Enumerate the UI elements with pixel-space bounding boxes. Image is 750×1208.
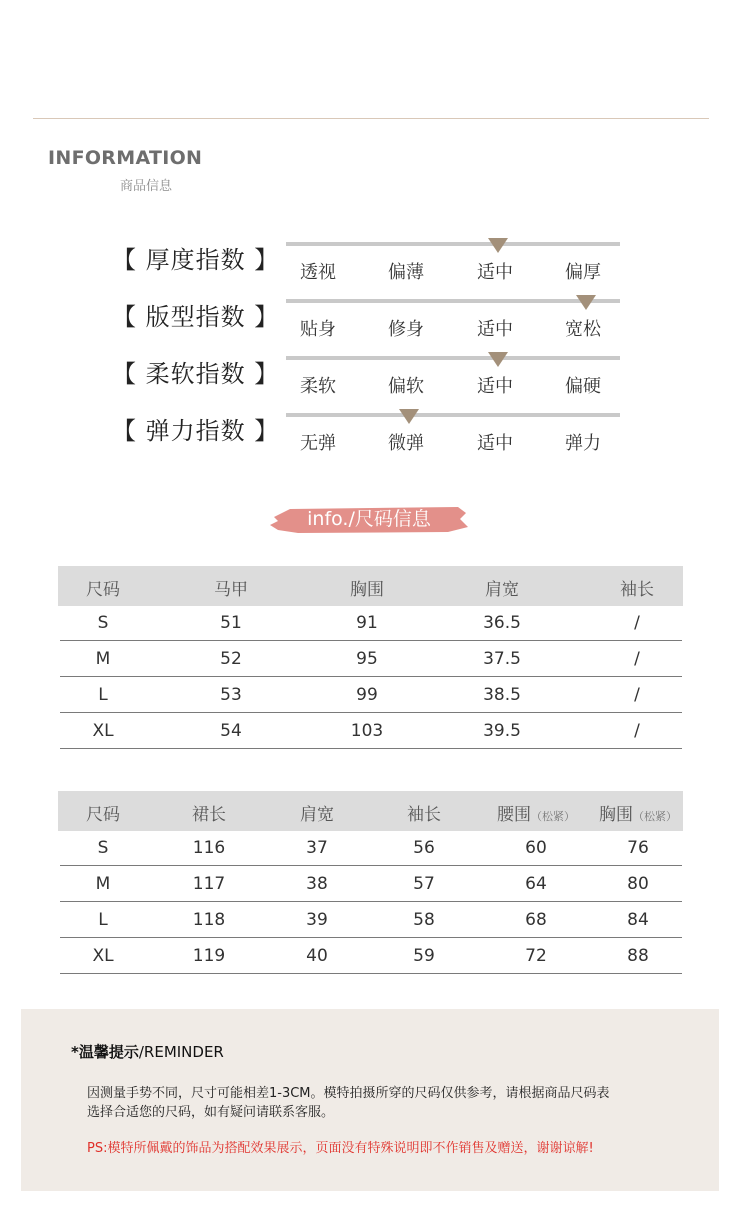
table-cell: 37.5 [483,649,521,669]
table-cell: 117 [192,874,226,894]
table-cell: S [97,838,109,858]
column-header-label: 袖长 [407,805,441,825]
size-info-label: info./尺码信息 [307,508,431,530]
index-marker-icon [576,295,596,310]
column-header [192,800,226,825]
reminder-title-bold: *温馨提示 [71,1043,139,1061]
column-header [485,575,519,600]
table-cell: 38.5 [483,685,521,705]
column-header [350,575,384,600]
table-cell: 40 [306,946,328,966]
table-cell: 76 [627,838,649,858]
column-header-label: 裙长 [192,805,226,825]
column-header [620,575,654,600]
table-cell: 36.5 [483,613,521,633]
table-cell: / [634,613,640,633]
column-header-label: 肩宽 [485,580,519,600]
size-info-badge [268,503,470,535]
table-cell: 59 [413,946,435,966]
column-header [300,800,334,825]
section-title-en: INFORMATION [48,147,203,169]
table-cell: 53 [220,685,242,705]
table-cell: 91 [356,613,378,633]
table-cell: 39.5 [483,721,521,741]
table-cell: 37 [306,838,328,858]
row-divider [60,676,682,677]
reminder-box [21,1009,719,1191]
table-cell: / [634,649,640,669]
table-cell: / [634,685,640,705]
row-divider [60,712,682,713]
table-cell: 72 [525,946,547,966]
column-header-label: 腰围 [497,805,531,825]
index-option: 适中 [477,376,513,397]
table-cell: 119 [192,946,226,966]
table-cell: 68 [525,910,547,930]
table-cell: / [634,721,640,741]
table-cell: 60 [525,838,547,858]
column-header [407,800,441,825]
index-option: 偏厚 [565,262,601,283]
index-title: 【 柔软指数 】 [112,360,280,388]
column-header-label: 胸围 [350,580,384,600]
column-header [497,800,575,825]
index-title: 【 版型指数 】 [112,303,280,331]
index-title: 【 弹力指数 】 [112,417,280,445]
reminder-line-2: 选择合适您的尺码，如有疑问请联系客服。 [87,1105,335,1120]
index-option: 适中 [477,262,513,283]
index-track [286,413,620,417]
row-divider [60,901,682,902]
column-header-label: 尺码 [86,805,120,825]
table-cell: 84 [627,910,649,930]
index-option: 透视 [300,262,336,283]
index-option: 柔软 [300,376,336,397]
index-option: 微弹 [388,433,424,454]
column-header-label: 胸围 [599,805,633,825]
index-option: 修身 [388,319,424,340]
index-option: 偏薄 [388,262,424,283]
table-cell: 57 [413,874,435,894]
table-cell: 95 [356,649,378,669]
index-option: 偏软 [388,376,424,397]
row-divider [60,748,682,749]
table-cell: 58 [413,910,435,930]
column-header [599,800,677,825]
column-header-note: （松紧） [531,810,575,823]
vest-size-table [58,566,683,748]
row-divider [60,973,682,974]
index-title: 【 厚度指数 】 [112,246,280,274]
index-marker-icon [399,409,419,424]
column-header [214,575,248,600]
index-option: 弹力 [565,433,601,454]
index-marker-icon [488,238,508,253]
reminder-line-1: 因测量手势不同，尺寸可能相差1-3CM。模特拍摄所穿的尺码仅供参考，请根据商品尺码表 [87,1086,610,1101]
index-marker-icon [488,352,508,367]
table-cell: 80 [627,874,649,894]
column-header-label: 尺码 [86,580,120,600]
top-divider [33,118,709,119]
table-cell: 118 [192,910,226,930]
index-option: 宽松 [565,319,601,340]
table-cell: 99 [356,685,378,705]
table-cell: 56 [413,838,435,858]
index-option: 适中 [477,319,513,340]
index-option: 贴身 [300,319,336,340]
table-cell: 38 [306,874,328,894]
table-cell: XL [92,946,114,966]
table-cell: 52 [220,649,242,669]
index-option: 适中 [477,433,513,454]
table-cell: 103 [350,721,384,741]
table-cell: 54 [220,721,242,741]
row-divider [60,937,682,938]
table-cell: L [98,685,108,705]
index-track [286,242,620,246]
column-header [86,800,120,825]
table-cell: 39 [306,910,328,930]
row-divider [60,640,682,641]
index-option: 无弹 [300,433,336,454]
table-cell: M [95,874,111,894]
dress-size-table [58,791,683,973]
index-option: 偏硬 [565,376,601,397]
section-title-cn: 商品信息 [120,179,173,194]
reminder-ps: PS:模特所佩戴的饰品为搭配效果展示，页面没有特殊说明即不作销售及赠送，谢谢谅解! [87,1141,594,1156]
table-cell: 64 [525,874,547,894]
table-cell: 51 [220,613,242,633]
table-cell: L [98,910,108,930]
table-cell: XL [92,721,114,741]
column-header-note: （松紧） [633,810,677,823]
column-header-label: 袖长 [620,580,654,600]
column-header [86,575,120,600]
index-track [286,356,620,360]
index-track [286,299,620,303]
table-cell: 88 [627,946,649,966]
table-cell: 116 [192,838,226,858]
column-header-label: 肩宽 [300,805,334,825]
reminder-title-en: /REMINDER [138,1043,224,1061]
reminder-title [71,1041,224,1062]
table-cell: S [97,613,109,633]
table-header [58,791,683,831]
column-header-label: 马甲 [214,580,248,600]
row-divider [60,865,682,866]
table-cell: M [95,649,111,669]
